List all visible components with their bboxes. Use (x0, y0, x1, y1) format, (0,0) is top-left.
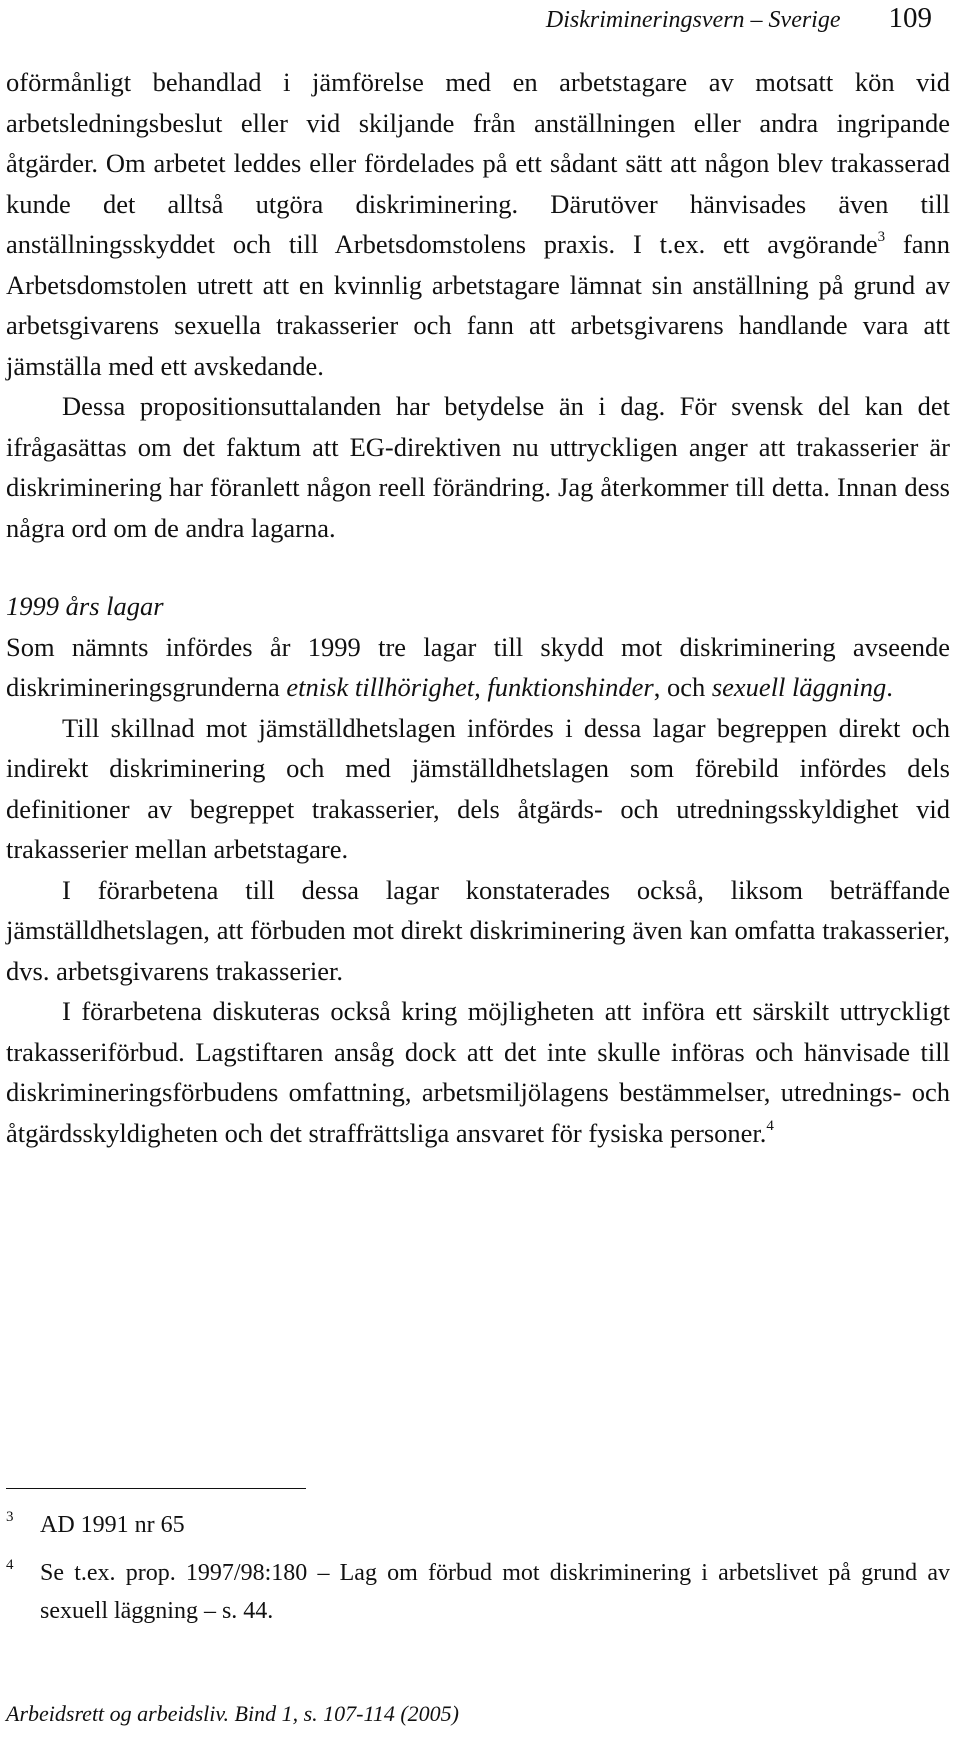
paragraph-5: I förarbetena till dessa lagar konstaterades också, liksom beträffande jämställdhetslagen, att förbuden mot direkt diskriminering även kan omfatta trakasserier, dvs. arbetsgivarens trakasserier. (6, 874, 950, 986)
paragraph-1 (6, 62, 950, 386)
paragraph-3-emphasis-1: etnisk tillhörighet, funktionshinder (286, 672, 654, 702)
paragraph-3-text-c: . (886, 672, 893, 702)
footnote-number: 4 (6, 1557, 14, 1573)
paragraph-3 (6, 627, 950, 708)
footnote-number: 3 (6, 1509, 14, 1525)
footnote-4 (6, 1554, 950, 1630)
section-heading: 1999 års lagar (6, 591, 164, 621)
paragraph-3-text-b: , och (653, 672, 712, 702)
footnote-text: Se t.ex. prop. 1997/98:180 – Lag om förbud mot diskriminering i arbetslivet på grund av sexuell läggning – s. 44. (40, 1560, 950, 1624)
running-title: Diskrimineringsvern – Sverige (545, 7, 841, 33)
footnote-text: AD 1991 nr 65 (40, 1512, 185, 1538)
paragraph-3-text-a: Som nämnts infördes år 1999 tre lagar till skydd mot diskriminering avseende diskrimineringsgrunderna (6, 631, 950, 702)
footnotes (6, 1506, 950, 1640)
page-footer: Arbeidsrett og arbeidsliv. Bind 1, s. 107-114 (2005) (6, 1701, 459, 1726)
body-text (6, 62, 950, 1153)
footnote-divider (6, 1488, 306, 1489)
footnote-ref-4[interactable]: 4 (766, 1117, 774, 1134)
footnote-ref-3[interactable]: 3 (877, 229, 886, 245)
page-header (0, 0, 932, 40)
paragraph-6 (6, 991, 950, 1153)
paragraph-4: Till skillnad mot jämställdhetslagen infördes i dessa lagar begreppen direkt och indirekt diskriminering och med jämställdhetslagen som förebild infördes dels definitioner av begreppet trakasserier, dels åtgärds- och utredningsskyldighet vid trakasserier mellan arbetstagare. (6, 712, 950, 864)
paragraph-1-text-a: oförmånligt behandlad i jämförelse med en arbetstagare av motsatt kön vid arbetsledningsbeslut eller vid skiljande från anställningen eller andra ingripande åtgärder. Om arbetet leddes eller fördelades på ett sådant sätt att någon blev trakasserad kunde det alltså utgöra diskriminering. Därutöver hänvisades även till anställningsskyddet och till Arbetsdomstolens praxis. I t.ex. ett avgörande (6, 67, 950, 259)
footnote-3 (6, 1506, 950, 1544)
paragraph-1-text-b: fann Arbetsdomstolen utrett att en kvinnlig arbetstagare lämnat sin anställning på grund av arbetsgivarens sexuella trakasserier och fann att arbetsgivarens handlande vara att jämställa med ett avskedande. (6, 229, 950, 381)
page-number: 109 (888, 2, 932, 34)
paragraph-2: Dessa propositionsuttalanden har betydelse än i dag. För svensk del kan det ifrågasättas om det faktum att EG-direktiven nu uttryckligen anger att trakasserier är diskriminering har föranlett någon reell förändring. Jag återkommer till detta. Innan dess några ord om de andra lagarna. (6, 391, 950, 543)
paragraph-3-emphasis-2: sexuell läggning (711, 672, 887, 702)
paragraph-6-text: I förarbetena diskuteras också kring möjligheten att införa ett särskilt uttryckligt trakasseriförbud. Lagstiftaren ansåg dock att det inte skulle införas och hänvisade till diskrimineringsförbudens omfattning, arbetsmiljölagens bestämmelser, utrednings- och åtgärdsskyldigheten och det straffrättsliga ansvaret för fysiska personer. (6, 996, 950, 1148)
